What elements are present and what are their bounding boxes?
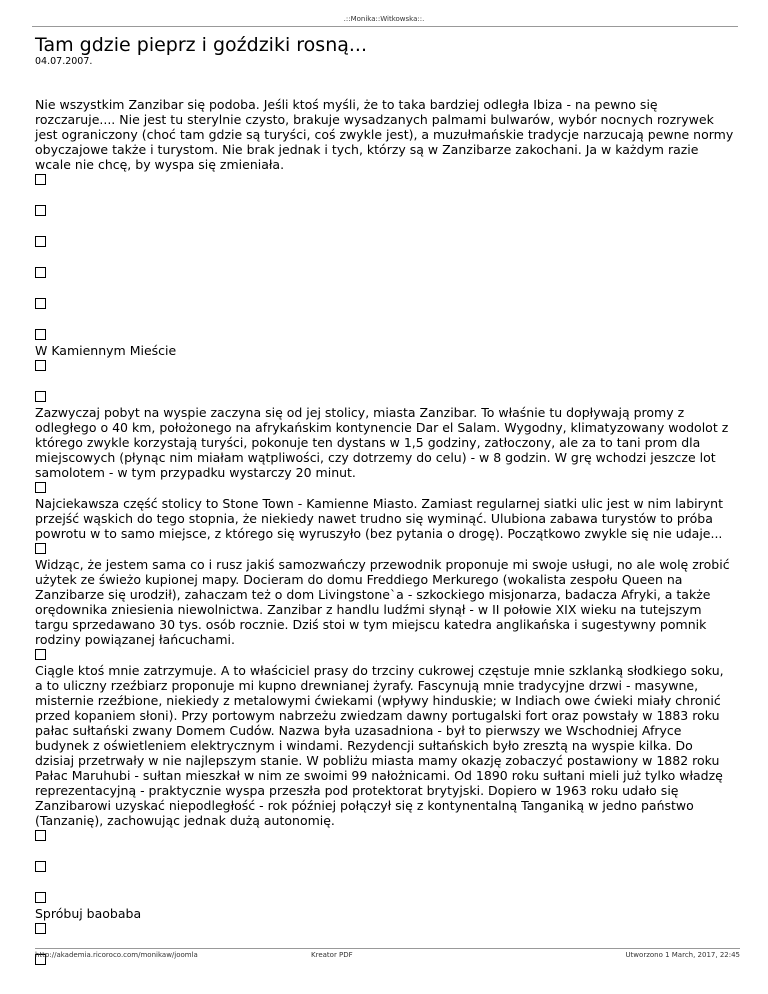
broken-image-icon: [35, 391, 46, 402]
paragraph-3: Widząc, że jestem sama co i rusz jakiś samozwańczy przewodnik proponuje mi swoje usługi, no ale wolę zrobić użytek ze świeżo kupionej mapy. Docieram do domu Freddiego Merkurego (wokalista zespołu Queen na Zanzibarze się urodził), zahaczam też o dom Livingstone`a - szkockiego misjonarza, badacza Afryki, a także orędownika zniesienia niewolnictwa. Zanzibar z handlu ludźmi słynął - w II połowie XIX wieku na tutejszym targu sprzedawano 30 tys. osób rocznie. Dziś stoi w tym miejscu katedra anglikańska i sugestywny pomnik rodziny powiązanej łańcuchami.: [35, 557, 730, 647]
broken-image-icon: [35, 267, 46, 278]
footer-generator: Kreator PDF: [311, 951, 353, 959]
broken-image-icon: [35, 174, 46, 185]
broken-image-icon: [35, 329, 46, 340]
broken-image-icon: [35, 205, 46, 216]
broken-image-icon: [35, 830, 46, 841]
broken-image-icon: [35, 861, 46, 872]
broken-image-icon: [35, 236, 46, 247]
section-heading-kamienne-miasto: W Kamiennym Mieście: [35, 343, 177, 358]
broken-image-icon: [35, 360, 46, 371]
broken-image-icon: [35, 649, 46, 660]
paragraph-2: Najciekawsza część stolicy to Stone Town - Kamienne Miasto. Zamiast regularnej siatki ulic jest w nim labirynt przejść wąskich do tego stopnia, że niekiedy nawet trudno się wyminąć. Ulubiona zabawa turystów to próba powrotu w to samo miejsce, z którego się wyruszyło (bez pytania o drogę). Początkowo zwykle się nie udaje...: [35, 496, 723, 541]
broken-image-icon: [35, 923, 46, 934]
broken-image-icon: [35, 543, 46, 554]
intro-paragraph: Nie wszystkim Zanzibar się podoba. Jeśli ktoś myśli, że to taka bardziej odległa Ibiza - na pewno się rozczaruje.... Nie jest tu sterylnie czysto, brakuje wysadzanych palmami bulwarów, wybór nocnych rozrywek jest ograniczony (choć tam gdzie są turyści, coś zwykle jest), a muzułmańskie tradycje narzucają pewne normy obyczajowe także i turystom. Nie brak jednak i tych, którzy są w Zanzibarze zakochani. Ja w każdym razie wcale nie chcę, by wyspa się zmieniała.: [35, 97, 734, 172]
broken-image-icon: [35, 892, 46, 903]
broken-image-icon: [35, 298, 46, 309]
section-heading-baobab: Spróbuj baobaba: [35, 906, 142, 921]
header-divider: [32, 26, 738, 27]
broken-image-icon: [35, 482, 46, 493]
site-name: .::Monika::Witkowska::.: [343, 15, 425, 23]
article-title: Tam gdzie pieprz i goździki rosną...: [35, 34, 367, 56]
paragraph-4: Ciągle ktoś mnie zatrzymuje. A to właściciel prasy do trzciny cukrowej częstuje mnie szklanką słodkiego soku, a to uliczny rzeźbiarz proponuje mi kupno drewnianej żyrafy. Fascynują mnie tradycyjne drzwi - masywne, misternie rzeźbione, niekiedy z metalowymi ćwiekami (wpływy hinduskie; w Indiach owe ćwieki miały chronić przed kopaniem słoni). Przy portowym nabrzeżu zwiedzam dawny portugalski fort oraz powstały w 1883 roku pałac sułtański zwany Domem Cudów. Nazwa była uzasadniona - był to pierwszy we Wschodniej Afryce budynek z oświetleniem elektrycznym i windami. Rezydencji sułtańskich było zresztą na wyspie kilka. Do dzisiaj przetrwały w nie najlepszym stanie. W pobliżu miasta mamy okazję zobaczyć postawiony w 1882 roku Pałac Maruhubi - sułtan mieszkał w nim ze swoimi 99 nałożnicami. Od 1890 roku sułtani mieli już tylko władzę reprezentacyjną - praktycznie wyspa przeszła pod protektorat brytyjski. Dopiero w 1963 roku udało się Zanzibarowi uzyskać niepodległość - rok później połączył się z kontynentalną Tanganiką w jedno państwo (Tanzanię), zachowując jednak dużą autonomię.: [35, 663, 724, 828]
article-body: [35, 97, 735, 968]
footer-created: Utworzono 1 March, 2017, 22:45: [625, 951, 740, 959]
footer-url: http://akademia.ricoroco.com/monikaw/joomla: [35, 951, 198, 959]
article-date: 04.07.2007.: [35, 56, 93, 67]
paragraph-1: Zazwyczaj pobyt na wyspie zaczyna się od jej stolicy, miasta Zanzibar. To właśnie tu dopływają promy z odległego o 40 km, położonego na afrykańskim kontynencie Dar el Salam. Wygodny, klimatyzowany wodolot z którego zwykle korzystają turyści, pokonuje ten dystans w 1,5 godziny, zatłoczony, ale za to tani prom dla miejscowych (płynąc nim miałam wątpliwości, czy dotrzemy do celu) - w 8 godzin. W grę wchodzi jeszcze lot samolotem - w tym przypadku wystarczy 20 minut.: [35, 405, 729, 480]
page-footer: [35, 948, 740, 963]
